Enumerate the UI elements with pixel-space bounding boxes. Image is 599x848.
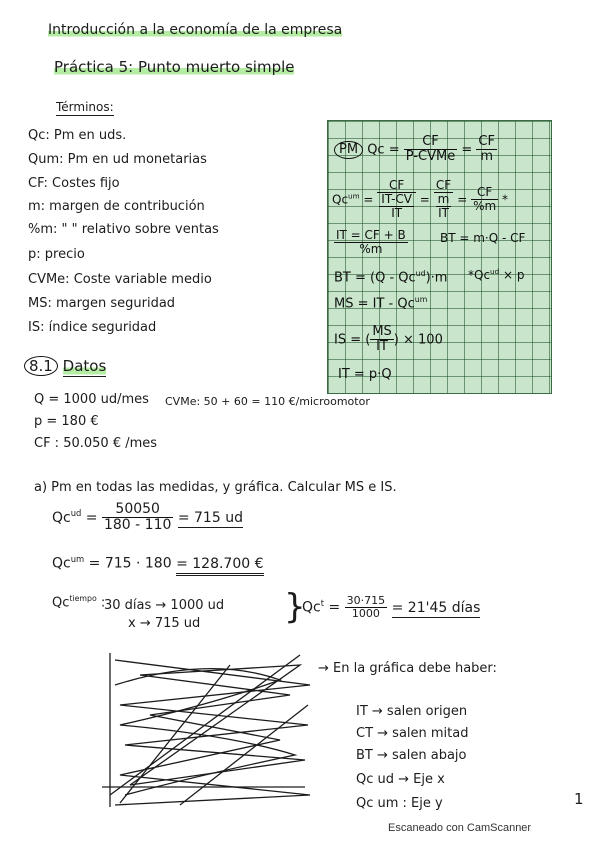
frac-num: 30·715 [346,594,386,607]
times-p: × p [503,268,525,282]
qc-t-result: = 21'45 días [391,599,481,616]
fraction [404,135,457,165]
frac-den: %m [473,199,497,214]
qc-sup: t [320,597,325,608]
qc-symbol: Qc [52,509,71,526]
qc-tiempo-result: $Qc^t$ = $\frac{30\cdot 715}{1000}$ = 21'45 días [302,594,481,621]
frac-num: CF [471,186,498,200]
frac-num: CF [434,179,454,193]
ms-sup: um [414,295,428,304]
formula-bt-1: BT = m·Q - CF [440,231,526,245]
qc-ud-calc: $Qc^{ud}$ = $\frac{50050}{180 - 110}$ = 715 ud [52,501,243,534]
qc-symbol: Qc [367,142,385,158]
frac-den: IT [376,339,388,355]
frac-den: 180 - 110 [103,517,172,534]
fraction [334,229,408,256]
scanner-watermark: Escaneado con CamScanner [388,822,532,834]
bt-end: )·m [425,270,448,286]
qc-tiempo-label: $Qc^{tiempo}$ : [52,594,106,611]
page-number: 1 [574,790,584,808]
star-mark: * [501,192,508,207]
section-number: 8.1 [24,356,58,376]
frac-num: CF [404,135,457,150]
course-title: Introducción a la economía de la empresa [48,22,343,38]
star-mark: * [468,268,474,282]
part-a-statement: a) Pm en todas las medidas, y gráfica. Calcular MS e IS. [34,480,397,495]
term-item: %m: " " relativo sobre ventas [28,222,219,237]
data-line: Q = 1000 ud/mes [34,392,149,407]
qc-symbol: Qc [302,599,321,616]
frac-den: IT [391,206,403,221]
practice-title: Práctica 5: Punto muerto simple [54,58,295,76]
section-heading [24,356,106,376]
term-item: Qc: Pm en uds. [28,128,127,143]
fraction-inner [379,193,414,220]
term-item: CVMe: Coste variable medio [28,272,212,287]
fraction-inner [436,193,452,220]
graph-notes-intro: → En la gráfica debe haber: [318,661,497,676]
qc-sup: ud [490,267,500,276]
formula-it [334,229,408,256]
graph-note-item: Qc um : Eje y [356,796,443,811]
qc-symbol: Qc [474,268,491,282]
scribble-path [115,660,310,805]
qc-um-expr: = 715 · 180 [88,555,172,572]
frac-den: IT [438,206,449,221]
frac-den [434,193,454,220]
frac-num: CF [377,179,416,193]
qc-sup: ud [70,508,82,519]
frac-den: %m [359,242,383,257]
is-suffix: ) × 100 [393,332,443,348]
graph-note-item: IT → salen origen [356,704,468,719]
fraction [434,179,454,221]
qc-ud-result: = 715 ud [177,509,243,526]
term-item: Qum: Pm en ud monetarias [28,152,207,167]
term-item: p: precio [28,247,85,262]
fraction [345,595,388,620]
qc-um-result: = 128.700 € [176,556,263,576]
fraction [102,502,173,534]
frac-num: m [437,192,450,207]
formula-bt-2 [334,269,447,285]
data-line: CVMe: 50 + 60 = 110 €/microomotor [165,395,370,408]
term-item: CF: Costes fijo [28,176,120,191]
frac-num: IT = CF + B [336,228,406,242]
frac-num: 50050 [102,502,173,518]
data-line: CF : 50.050 € /mes [34,436,158,451]
bt-text: BT = (Q - Qc [334,270,416,286]
qc-sup: tiempo [69,594,97,603]
term-item: MS: margen seguridad [28,296,176,311]
bt-sup: ud [415,269,426,278]
formula-star-qc [468,267,525,282]
rule-of-three-row: 30 días → 1000 ud [104,598,225,613]
qc-sup: um [70,554,85,564]
term-item: m: margen de contribución [28,199,205,214]
scribbled-graph [80,645,330,825]
qc-um-calc [52,554,264,572]
section-title: Datos [62,357,107,375]
fraction [476,135,497,165]
formula-grid-box [327,120,552,394]
graph-note-item: BT → salen abajo [356,748,467,763]
graph-scribble [102,653,310,807]
fraction [370,325,393,355]
qc-symbol: Qc [52,595,70,611]
formula-qc-ud: PM Qc = $\frac{CF}{\text{P-CVMe}}$ = $\frac{CF}{m}$ [334,135,497,165]
is-prefix: IS = ( [334,332,371,348]
formula-is [334,325,443,355]
fraction [377,179,416,221]
brace: } [284,587,306,627]
qc-symbol: Qc [332,192,349,207]
frac-den: m [480,149,493,165]
frac-num: IT-CV [381,192,412,207]
frac-num: CF [478,134,495,149]
qc-symbol: Qc [52,555,71,572]
term-item: IS: índice seguridad [28,320,157,335]
rule-of-three-row: x → 715 ud [128,616,201,631]
frac-den: 1000 [351,607,380,621]
formula-it-pq: IT = p·Q [338,367,392,382]
terms-heading: Términos: [56,100,114,114]
graph-note-item: CT → salen mitad [356,726,469,741]
ms-text: MS = IT - Qc [334,296,415,312]
formula-qc-um: $Qc^{um}$ = $\frac{CF}{\frac{IT-CV}{IT}}$ = $\frac{CF}{\frac{m}{IT}}$ = $\frac{CF}{\%m}$ * [332,178,508,221]
formula-ms [334,295,427,311]
frac-den [377,193,416,220]
pm-circle: PM [334,141,363,159]
fraction [471,186,498,213]
frac-num: MS [372,324,392,339]
qc-um-sup: um [348,191,360,201]
graph-note-item: Qc ud → Eje x [356,772,445,787]
data-line: p = 180 € [34,414,99,429]
frac-den: P-CVMe [405,149,456,165]
